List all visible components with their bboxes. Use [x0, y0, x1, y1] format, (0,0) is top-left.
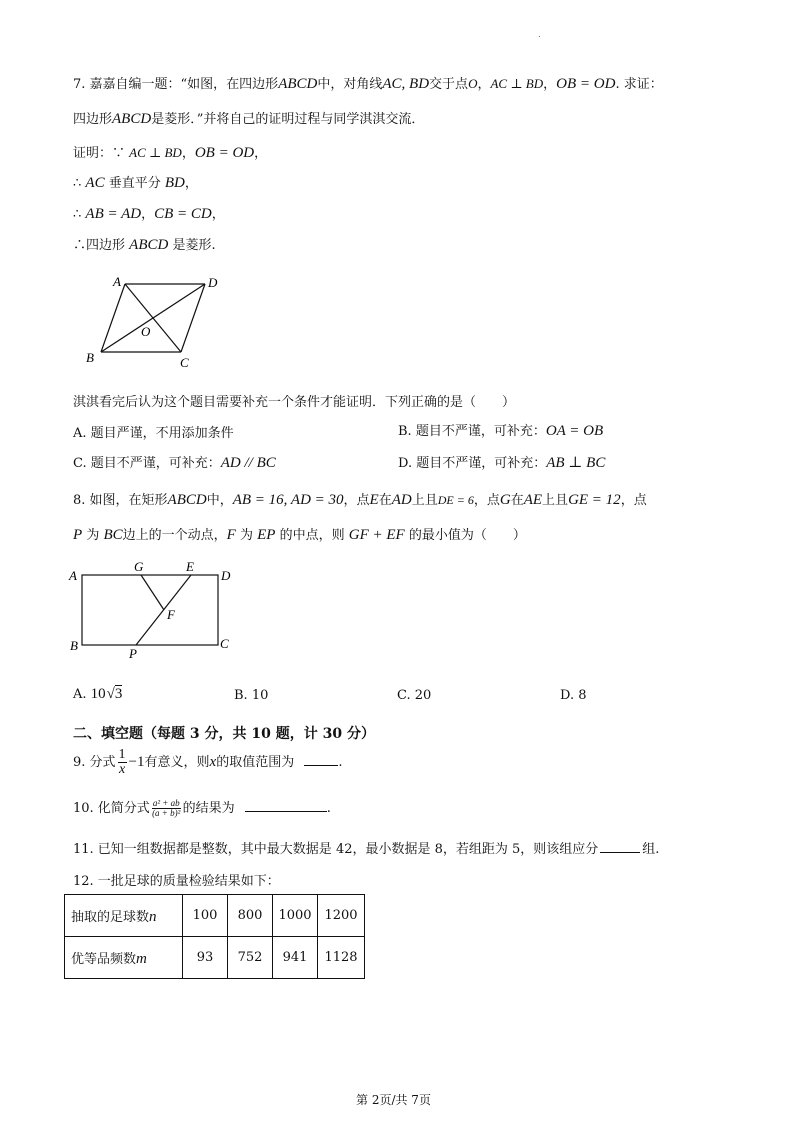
q7-cond1: AC ⊥ BD — [490, 76, 544, 91]
label-a: A — [113, 274, 121, 289]
q7-option-d — [398, 452, 605, 472]
q7-o: O — [468, 76, 478, 91]
q8-g: G — [499, 492, 511, 508]
proof-bd: BD — [164, 175, 185, 191]
fraction-numerator: a² + ab — [152, 798, 180, 808]
q8-option-c: C. 20 — [397, 688, 432, 703]
option-text: C. 题目不严谨，可补充： — [73, 456, 221, 471]
section-heading: 二、填空题（每题 3 分，共 10 题，计 30 分） — [73, 726, 375, 742]
q7-text: 是菱形．”并将自己的证明过程与同学淇淇交流． — [151, 112, 425, 127]
fraction-denominator: x — [118, 762, 126, 777]
option-math: AB ⊥ BC — [546, 455, 606, 471]
table-cell: 1000 — [273, 895, 318, 937]
q8-p: P — [73, 527, 83, 543]
q8-option-d: D. 8 — [560, 688, 587, 703]
label-d: D — [221, 568, 231, 583]
q7-parallelogram-figure — [80, 270, 230, 375]
q7-abcd: ABCD — [112, 111, 152, 127]
q8-abcd: ABCD — [167, 492, 207, 508]
table-cell: 1128 — [318, 937, 365, 979]
q9-x: x — [209, 754, 217, 770]
proof-ab-ad: AB = AD — [85, 206, 142, 222]
q8-e: E — [369, 492, 379, 508]
q8-line2 — [73, 524, 526, 544]
table-cell: 941 — [273, 937, 318, 979]
option-radicand: 3 — [114, 686, 123, 702]
table-cell: 752 — [228, 937, 273, 979]
q9-text: . — [338, 755, 343, 770]
proof-abcd: ABCD — [129, 237, 169, 253]
q10-line — [73, 797, 331, 818]
table-cell: 100 — [183, 895, 228, 937]
proof-comma: ， — [141, 207, 155, 222]
proof-line3 — [73, 203, 225, 223]
q9-text: 9. 分式 — [73, 755, 116, 770]
q8-text: 的最小值为（ ） — [408, 528, 526, 543]
q7-line2 — [73, 108, 424, 128]
label-f: F — [167, 607, 175, 622]
label-c: C — [180, 355, 189, 370]
q10-fraction — [152, 799, 181, 818]
label-o: O — [141, 324, 151, 339]
row-label: 优等品频数 — [71, 951, 137, 967]
q8-text: 为 — [239, 528, 253, 543]
q8-ep: EP — [257, 527, 276, 543]
label-b: B — [86, 350, 94, 365]
q7-question: 淇淇看完后认为这个题目需要补充一个条件才能证明．下列正确的是（ ） — [73, 395, 516, 410]
proof-comma: ， — [181, 146, 195, 161]
q8-text: 的中点，则 — [279, 528, 345, 543]
q7-cond2: OB = OD — [556, 76, 616, 92]
q9-minus-one: −1 — [128, 754, 145, 770]
segment-ep — [136, 575, 191, 645]
q8-text: ，点 — [473, 493, 500, 508]
proof-text: ∴四边形 — [73, 238, 126, 253]
proof-line1 — [73, 142, 267, 162]
option-text: B. 题目不严谨，可补充： — [398, 424, 546, 439]
proof-line2 — [73, 172, 198, 192]
q7-text: . 求证： — [615, 77, 663, 92]
label-d: D — [208, 275, 218, 290]
proof-comma: ， — [211, 207, 225, 222]
q9-fraction — [118, 748, 127, 777]
fraction-denominator: (a + b)² — [152, 808, 181, 818]
table-cell: 800 — [228, 895, 273, 937]
option-math: AD // BC — [220, 455, 276, 471]
q9-text: 有意义，则 — [144, 755, 210, 770]
q12-line: 12. 一批足球的质量检验结果如下： — [73, 874, 280, 889]
q7-comma: ， — [477, 77, 491, 92]
q7-line1 — [73, 73, 663, 93]
q8-rectangle-figure — [64, 558, 244, 663]
q10-text: . — [326, 801, 331, 816]
q8-text: 中， — [206, 493, 233, 508]
proof-cb-cd: CB = CD — [154, 206, 212, 222]
row-header — [65, 895, 183, 937]
label-a: A — [69, 568, 77, 583]
q7-acbd: AC, BD — [382, 76, 430, 92]
q8-text: 为 — [86, 528, 100, 543]
side-ab — [101, 284, 125, 352]
q7-abcd: ABCD — [278, 76, 318, 92]
q11-line — [73, 838, 659, 857]
label-g: G — [134, 559, 144, 574]
header-mark: . — [538, 30, 541, 40]
q8-text: 边上的一个动点， — [122, 528, 227, 543]
q8-text: 8. 如图，在矩形 — [73, 493, 168, 508]
proof-line4 — [73, 234, 216, 254]
q7-option-c — [73, 452, 276, 472]
q11-answer-blank[interactable] — [600, 840, 640, 853]
side-dc — [181, 284, 205, 352]
q7-comma: ， — [543, 77, 557, 92]
row-var: n — [149, 908, 157, 925]
q10-text: 的结果为 — [182, 801, 235, 816]
q8-bc: BC — [103, 527, 123, 543]
q10-text: 10. 化简分式 — [73, 801, 150, 816]
q8-ae: AE — [523, 492, 543, 508]
q8-cond2: DE = 6 — [437, 493, 474, 507]
label-b: B — [70, 638, 78, 653]
q8-text: ，点 — [343, 493, 370, 508]
q8-text: 在 — [510, 493, 524, 508]
q8-cond1: AB = 16, AD = 30 — [232, 492, 344, 508]
q8-expr: GF + EF — [348, 527, 405, 543]
q9-line — [73, 748, 343, 777]
q8-option-a: A. 10√3 — [73, 686, 123, 702]
proof-cond1: AC ⊥ BD — [129, 145, 182, 160]
page-footer: 第 2页/共 7页 — [356, 1093, 431, 1107]
q9-text: 的取值范围为 — [216, 755, 295, 770]
therefore: ∴ — [73, 207, 82, 222]
q10-answer-blank[interactable] — [245, 799, 327, 812]
row-var: m — [136, 950, 147, 967]
q8-text: 在 — [378, 493, 392, 508]
option-text: D. 题目不严谨，可补充： — [398, 456, 547, 471]
q8-ad: AD — [391, 492, 412, 508]
proof-text: 垂直平分 — [108, 176, 161, 191]
row-label: 抽取的足球数 — [71, 909, 150, 925]
table-row — [65, 937, 365, 979]
proof-comma: ， — [254, 146, 268, 161]
q8-f: F — [226, 527, 236, 543]
table-cell: 93 — [183, 937, 228, 979]
label-e: E — [186, 559, 194, 574]
fraction-numerator: 1 — [118, 747, 126, 762]
q8-text: 上且 — [542, 493, 569, 508]
q11-text: 组. — [642, 842, 660, 857]
rectangle-abcd — [82, 575, 218, 645]
proof-text: 是菱形. — [172, 238, 216, 253]
q7-text: 中，对角线 — [317, 77, 383, 92]
table-cell: 1200 — [318, 895, 365, 937]
option-text: A. — [73, 687, 91, 702]
q8-option-b: B. 10 — [234, 688, 269, 703]
row-header — [65, 937, 183, 979]
table-row — [65, 895, 365, 937]
proof-comma: ， — [184, 176, 198, 191]
option-num: 10 — [90, 686, 106, 702]
q12-data-table — [64, 894, 365, 979]
q11-text: 11. 已知一组数据都是整数，其中最大数据是 42，最小数据是 8，若组距为 5，则该组应分 — [73, 842, 599, 857]
q7-option-b — [398, 420, 603, 440]
label-c: C — [220, 636, 229, 651]
q8-text: 上且 — [411, 493, 438, 508]
q8-text: ，点 — [620, 493, 647, 508]
q7-text: 7. 嘉嘉自编一题：“如图，在四边形 — [73, 77, 279, 92]
proof-ac: AC — [85, 175, 105, 191]
q8-line1 — [73, 489, 647, 509]
q7-option-a: A. 题目严谨，不用添加条件 — [73, 426, 234, 441]
therefore: ∴ — [73, 176, 82, 191]
q7-text: 交于点 — [429, 77, 469, 92]
option-math: OA = OB — [545, 423, 604, 439]
diagonal-bd — [101, 284, 205, 352]
label-p: P — [129, 646, 137, 661]
q7-text: 四边形 — [73, 112, 113, 127]
q8-cond3: GE = 12 — [568, 492, 621, 508]
segment-gf — [141, 575, 164, 610]
proof-cond2: OB = OD — [194, 145, 255, 161]
q9-answer-blank[interactable] — [304, 753, 338, 766]
proof-label: 证明：∵ — [73, 146, 126, 161]
